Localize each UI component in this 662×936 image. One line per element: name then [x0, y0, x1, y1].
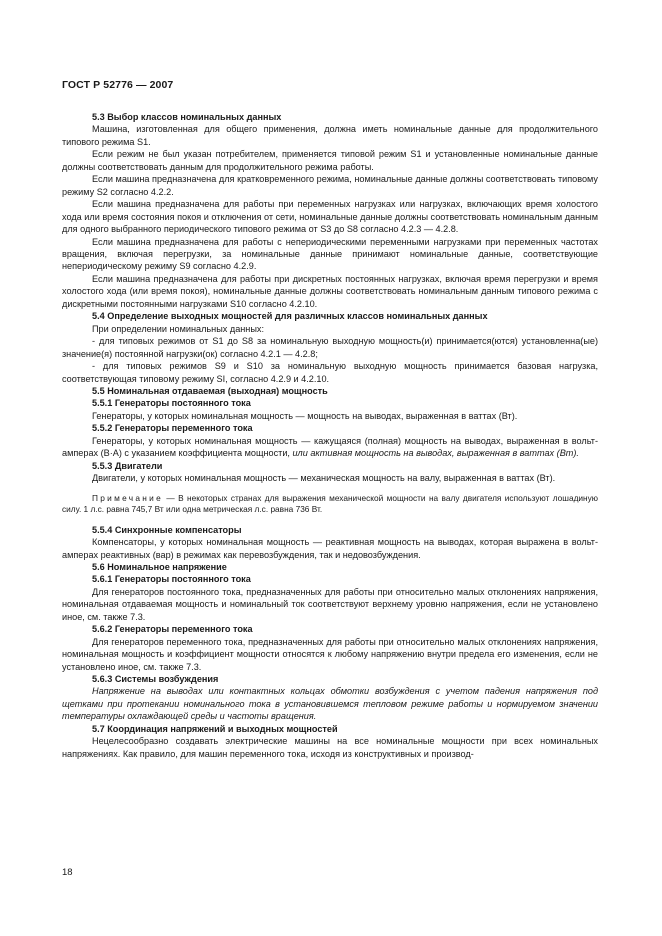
section-5-4-list-item: - для типовых режимов от S1 до S8 за номинальную выходную мощность(и) принимается(ются) установленна(ые) значение(я) постоянной нагрузки(ок) согласно 4.2.1 — 4.2.8;: [62, 336, 598, 359]
section-5-6-3-title: 5.6.3 Системы возбуждения: [92, 674, 219, 685]
note-text: — В некоторых странах для выражения механической мощности на валу двигателя используют лошадиную силу. 1 л.с. равна 745,7 Вт или одна метрическая л.с. равна 736 Вт.: [62, 492, 598, 514]
section-5-6-2-title: 5.6.2 Генераторы переменного тока: [92, 624, 253, 635]
section-5-5-1-paragraph: Генераторы, у которых номинальная мощность — мощность на выводах, выраженная в ваттах (Вт).: [92, 410, 518, 421]
section-5-5-1-title: 5.5.1 Генераторы постоянного тока: [92, 398, 251, 409]
section-5-4-paragraph: При определении номинальных данных:: [92, 323, 265, 334]
section-5-5-2-text: Генераторы, у которых номинальная мощность — кажущаяся (полная) мощность на выводах, выраженная в вольт-амперах (В·А) с указанием коэффициента мощности,: [62, 435, 598, 459]
section-5-7-paragraph: Нецелесообразно создавать электрические машины на все номинальные мощности при всех номинальных напряжениях. Как правило, для машин переменного тока, исходя из конструктивных и производ-: [62, 736, 598, 759]
section-5-6-1-title: 5.6.1 Генераторы постоянного тока: [92, 574, 251, 585]
page-number: 18: [62, 867, 73, 878]
section-5-5-4-paragraph: Компенсаторы, у которых номинальная мощность — реактивная мощность на выводах, которая выражена в вольт-амперах реактивных (вар) в режимах как перевозбуждения, так и недовозбуждения.: [62, 537, 598, 560]
note-label: Примечание: [92, 492, 164, 503]
section-5-6-2-paragraph: Для генераторов переменного тока, предназначенных для работы при относительно малых отклонениях напряжения, номинальная мощность и коэффициент мощности относятся к любому напряжению внутри предела его изменения, если не установлено иное, см. также 7.3.: [62, 636, 598, 672]
section-5-5-4-title: 5.5.4 Синхронные компенсаторы: [92, 524, 242, 535]
section-5-3-title: 5.3 Выбор классов номинальных данных: [92, 112, 282, 122]
section-5-3-paragraph: Машина, изготовленная для общего применения, должна иметь номинальные данные для продолжительного типового режима S1.: [62, 124, 598, 147]
section-5-4-title: 5.4 Определение выходных мощностей для различных классов номинальных данных: [92, 311, 488, 322]
section-5-5-2-paragraph: [62, 435, 598, 460]
section-5-3-paragraph: Если машина предназначена для кратковременного режима, номинальные данные должны соответствовать типовому режиму S2 согласно 4.2.2.: [62, 174, 598, 197]
section-5-5-2-italic-text: или активная мощность на выводах, выраженная в ваттах (Вт).: [292, 448, 579, 459]
section-5-5-3-title: 5.5.3 Двигатели: [92, 460, 163, 471]
document-code: ГОСТ Р 52776 — 2007: [62, 79, 174, 91]
section-5-5-3-paragraph: Двигатели, у которых номинальная мощность — механическая мощность на валу, выраженная в ваттах (Вт).: [92, 473, 556, 484]
section-5-3-paragraph: Если машина предназначена для работы при переменных нагрузках или нагрузках, включающих время холостого хода или время состояния покоя и отключения от сети, номинальные данные должны соответствовать номинальным данным для одного выбранного периодического типового режима от S3 до S8 согласно 4.2.3 — 4.2.8.: [62, 199, 598, 235]
section-5-3-paragraph: Если режим не был указан потребителем, применяется типовой режим S1 и установленные номинальные данные должны соответствовать данным для продолжительного режима работы.: [62, 149, 598, 172]
section-5-3-paragraph: Если машина предназначена для работы с непериодическими переменными нагрузками при переменных частотах вращения, включая перегрузки, за номинальные данные принимают номинальные данные, соответствующие непериодическому режиму S9 согласно 4.2.9.: [62, 236, 598, 272]
section-5-5-title: 5.5 Номинальная отдаваемая (выходная) мощность: [92, 385, 328, 396]
section-5-4-list-item: - для типовых режимов S9 и S10 за номинальную выходную мощность принимается базовая нагрузка, соответствующая типовому режиму SI, согласно 4.2.9 и 4.2.10.: [62, 361, 598, 384]
section-5-6-1-paragraph: Для генераторов постоянного тока, предназначенных для работы при относительно малых отклонениях напряжения, номинальная отдаваемая мощность и номинальный ток соответствуют верхнему уровню напряжения, если не установлено иное, см. также 7.3.: [62, 586, 598, 622]
section-5-6-3-paragraph: Напряжение на выводах или контактных кольцах обмотки возбуждения с учетом падения напряжения под щетками при протекании номинального тока в установившемся тепловом режиме работы и нормируемом значении температуры охлаждающей среды и частоты вращения.: [62, 686, 598, 722]
section-5-7-title: 5.7 Координация напряжений и выходных мощностей: [92, 723, 338, 734]
section-5-5-2-title: 5.5.2 Генераторы переменного тока: [92, 423, 253, 434]
section-5-6-title: 5.6 Номинальное напряжение: [92, 561, 227, 572]
section-5-3-paragraph: Если машина предназначена для работы при дискретных постоянных нагрузках, включая время перегрузки и время холостого хода (или время покоя), номинальные данные должны соответствовать номинальным данным типового режима с дискретными постоянными нагрузками S10 согласно 4.2.10.: [62, 273, 598, 309]
document-body: [62, 111, 598, 760]
note: [62, 493, 598, 515]
